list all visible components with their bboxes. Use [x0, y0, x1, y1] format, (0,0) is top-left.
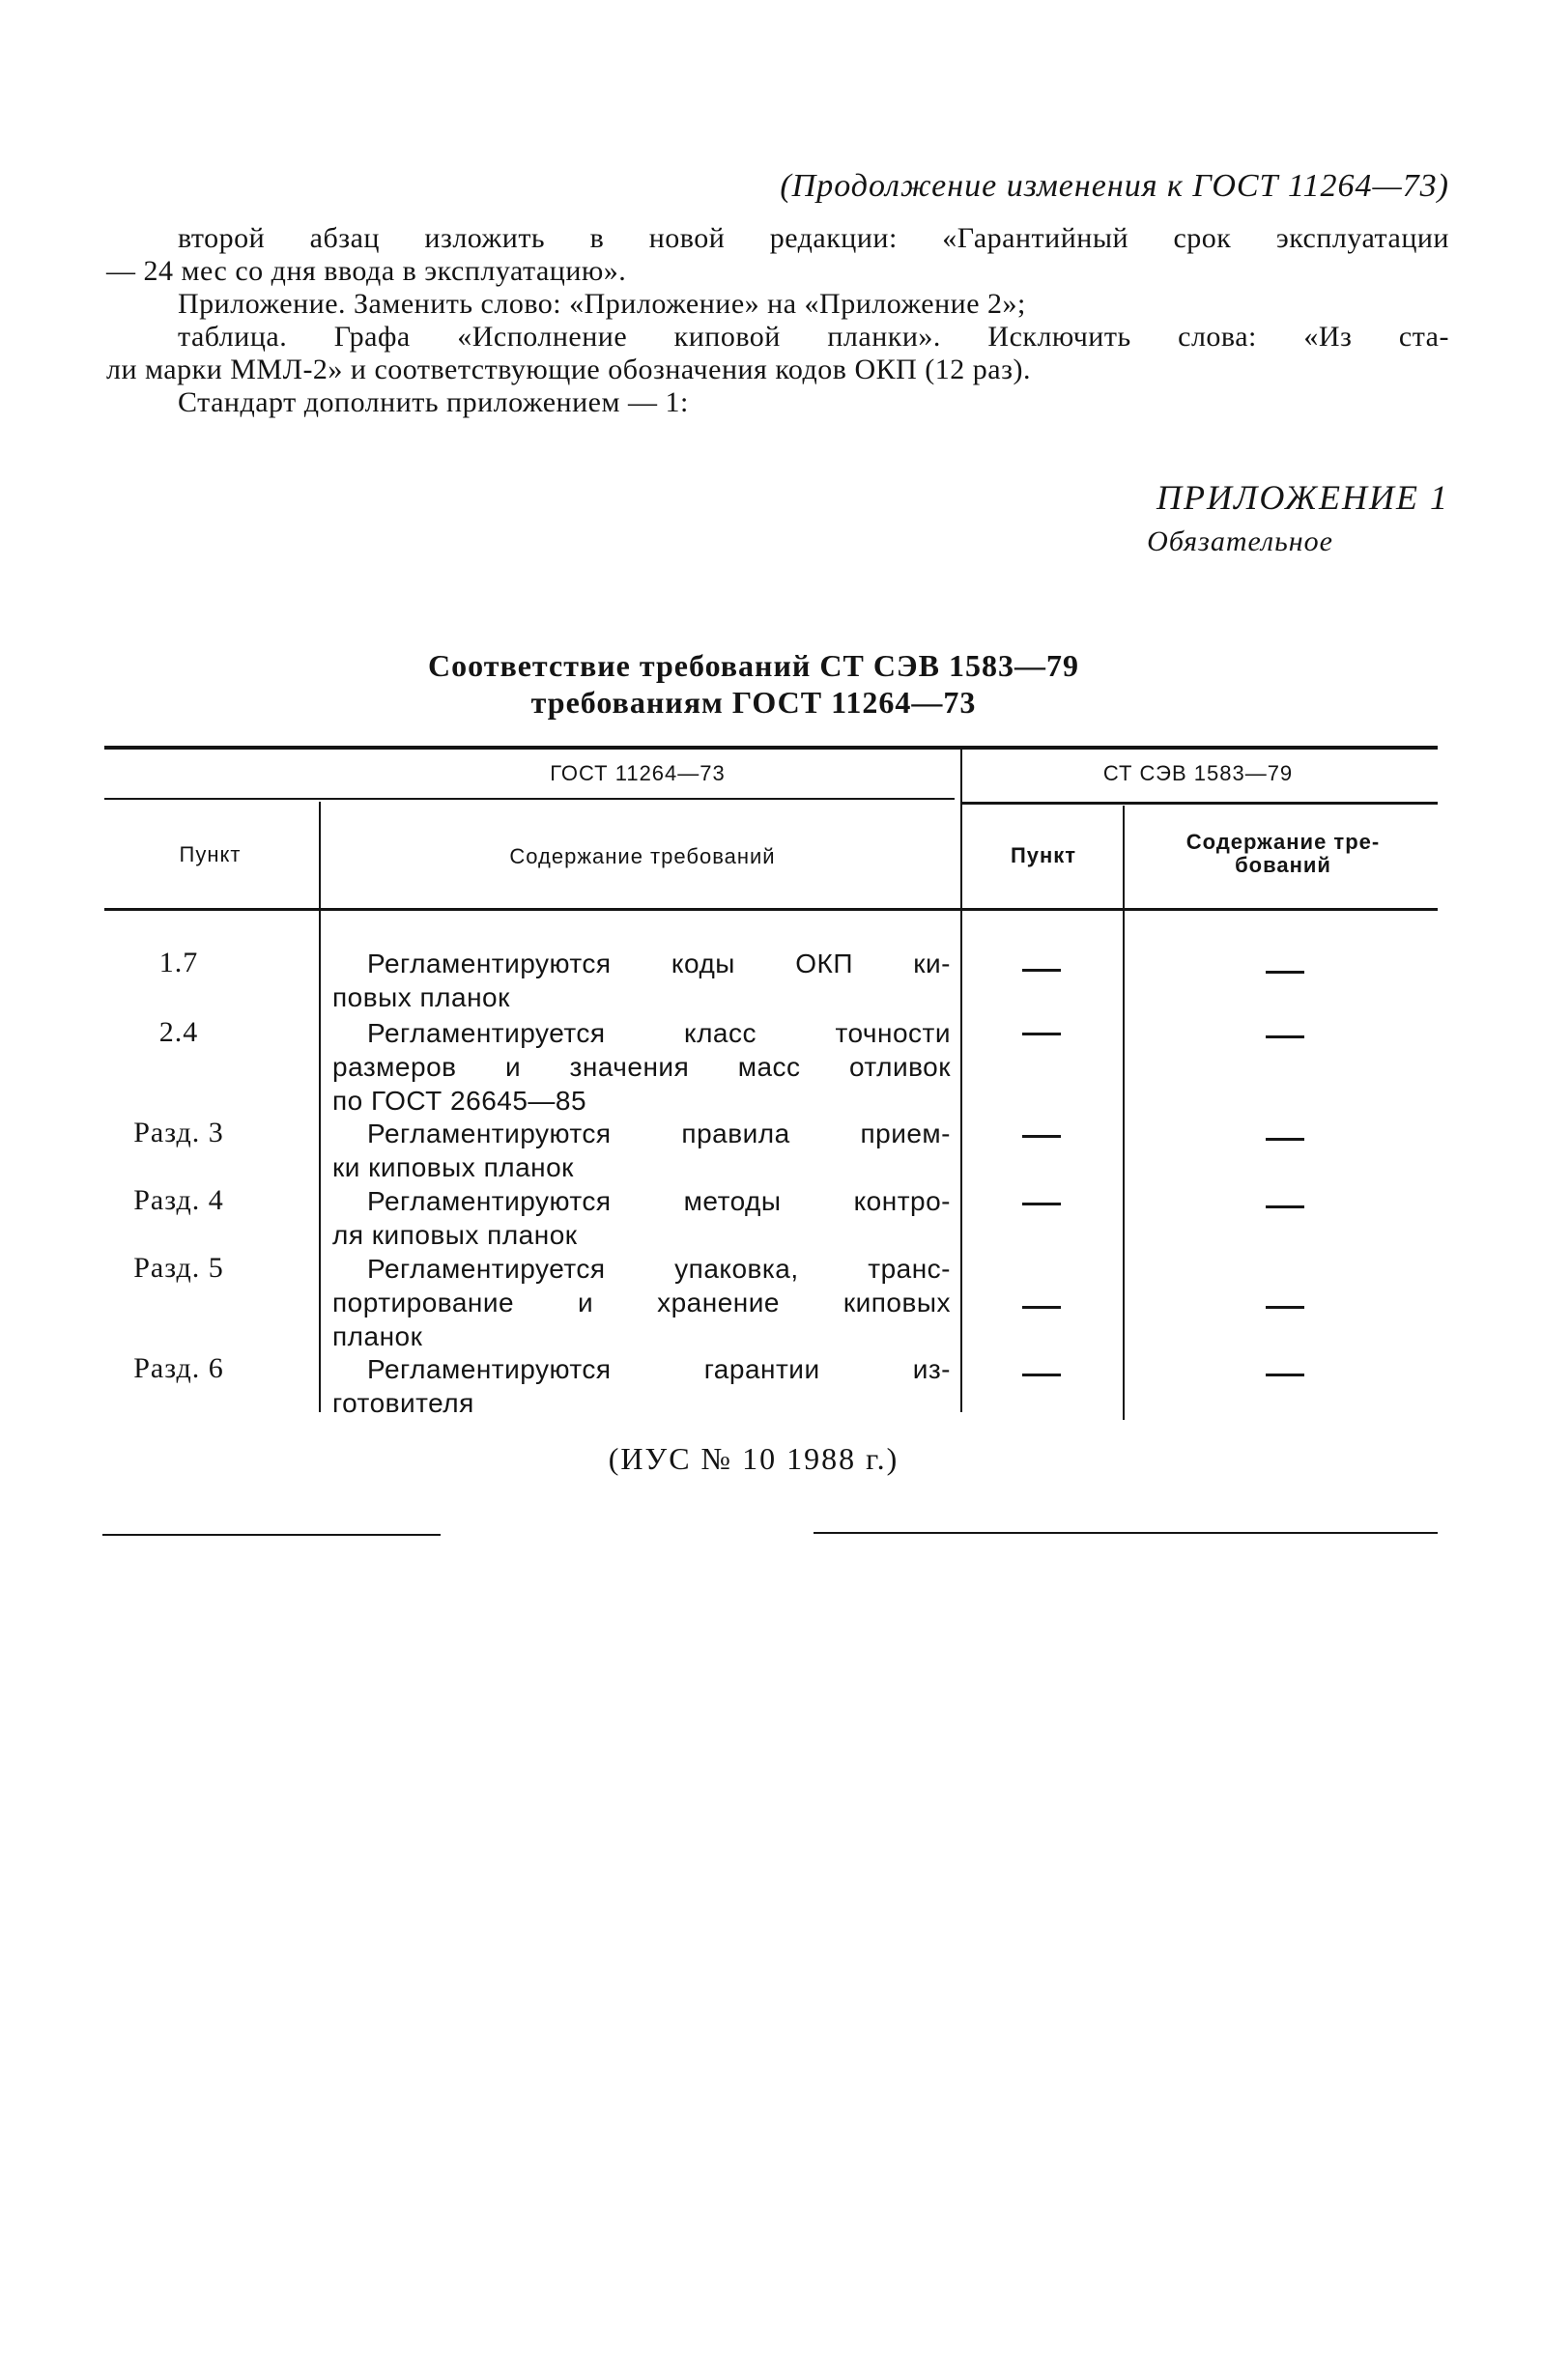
row-point: Разд. 3 — [133, 1117, 224, 1148]
dash-sev-content — [1266, 1035, 1304, 1038]
content-line: Регламентируется упаковка, транс- — [367, 1254, 951, 1284]
dash-sev-content — [1266, 1205, 1304, 1208]
group-header-gost: ГОСТ 11264—73 — [550, 761, 726, 785]
content-line: Регламентируются гарантии из- — [367, 1354, 951, 1384]
content-line: готовителя — [332, 1388, 474, 1418]
dash-sev-content — [1266, 1306, 1304, 1309]
group-header-rule — [962, 802, 1438, 805]
dash-sev-content — [1266, 1374, 1304, 1376]
body-line: Приложение. Заменить слово: «Приложение» на «Приложение 2»; — [178, 288, 1026, 320]
row-content — [332, 1352, 951, 1420]
dash-sev-point — [1022, 1374, 1061, 1376]
dash-sev-point — [1022, 1135, 1061, 1138]
row-content — [332, 1252, 951, 1353]
row-content — [332, 1016, 951, 1118]
row-content — [332, 947, 951, 1014]
dash-sev-point — [1022, 1033, 1061, 1035]
row-point: Разд. 6 — [133, 1352, 224, 1384]
group-header-sev: СТ СЭВ 1583—79 — [1102, 761, 1294, 785]
header-line: Содержание тре- — [1185, 830, 1381, 854]
column-header-point-sev: Пункт — [1010, 843, 1077, 867]
content-line: Регламентируются коды ОКП ки- — [367, 949, 951, 978]
content-line: ля киповых планок — [332, 1220, 578, 1250]
body-line: таблица. Графа «Исполнение киповой планки». Исключить слова: «Из ста- — [178, 321, 1449, 353]
row-content — [332, 1184, 951, 1252]
dash-sev-point — [1022, 1203, 1061, 1205]
content-line: планок — [332, 1321, 423, 1351]
column-header-point: Пункт — [179, 842, 242, 866]
table-column-divider — [1123, 806, 1125, 1420]
group-header-rule — [104, 798, 955, 800]
body-line: — 24 мес со дня ввода в эксплуатацию». — [106, 255, 627, 287]
dash-sev-content — [1266, 1138, 1304, 1141]
header-line: бований — [1235, 853, 1331, 877]
content-line: ки киповых планок — [332, 1152, 574, 1182]
row-point: 2.4 — [158, 1016, 199, 1048]
column-header-content: Содержание требований — [509, 844, 776, 868]
running-head: (Продолжение изменения к ГОСТ 11264—73) — [780, 168, 1449, 204]
content-line: размеров и значения масс отливок — [332, 1052, 951, 1082]
body-line: Стандарт дополнить приложением — 1: — [178, 386, 689, 418]
row-point: Разд. 4 — [133, 1184, 224, 1216]
dash-sev-point — [1022, 1306, 1061, 1309]
content-line: Регламентируются методы контро- — [367, 1186, 951, 1216]
content-line: повых планок — [332, 982, 510, 1012]
content-line: Регламентируются правила прием- — [367, 1119, 951, 1148]
table-top-rule — [104, 746, 1438, 750]
dash-sev-content — [1266, 971, 1304, 974]
body-text — [106, 222, 1449, 419]
row-point: 1.7 — [158, 947, 199, 978]
body-line: второй абзац изложить в новой редакции: «Гарантийный срок эксплуатации — [178, 222, 1449, 254]
dash-sev-point — [1022, 969, 1061, 972]
content-line: Регламентируется класс точности — [367, 1018, 951, 1048]
content-line: по ГОСТ 26645—85 — [332, 1086, 587, 1116]
table-title-line: требованиям ГОСТ 11264—73 — [530, 685, 977, 720]
bottom-rule-left — [102, 1534, 441, 1536]
bottom-rule-right — [814, 1532, 1438, 1534]
table-title — [290, 647, 1217, 721]
row-content — [332, 1117, 951, 1184]
column-header-rule — [104, 908, 1438, 911]
footer-note: (ИУС № 10 1988 г.) — [608, 1441, 900, 1476]
appendix-subtitle: Обязательное — [1147, 525, 1333, 557]
table-column-divider — [319, 802, 321, 1412]
column-header-content-sev — [1128, 831, 1438, 877]
row-point: Разд. 5 — [133, 1252, 224, 1284]
table-title-line: Соответствие требований СТ СЭВ 1583—79 — [428, 648, 1079, 683]
content-line: портирование и хранение киповых — [332, 1288, 951, 1318]
table-column-divider — [960, 750, 962, 1412]
body-line: ли марки ММЛ-2» и соответствующие обозначения кодов ОКП (12 раз). — [106, 354, 1031, 385]
appendix-title: ПРИЛОЖЕНИЕ 1 — [1156, 478, 1449, 517]
